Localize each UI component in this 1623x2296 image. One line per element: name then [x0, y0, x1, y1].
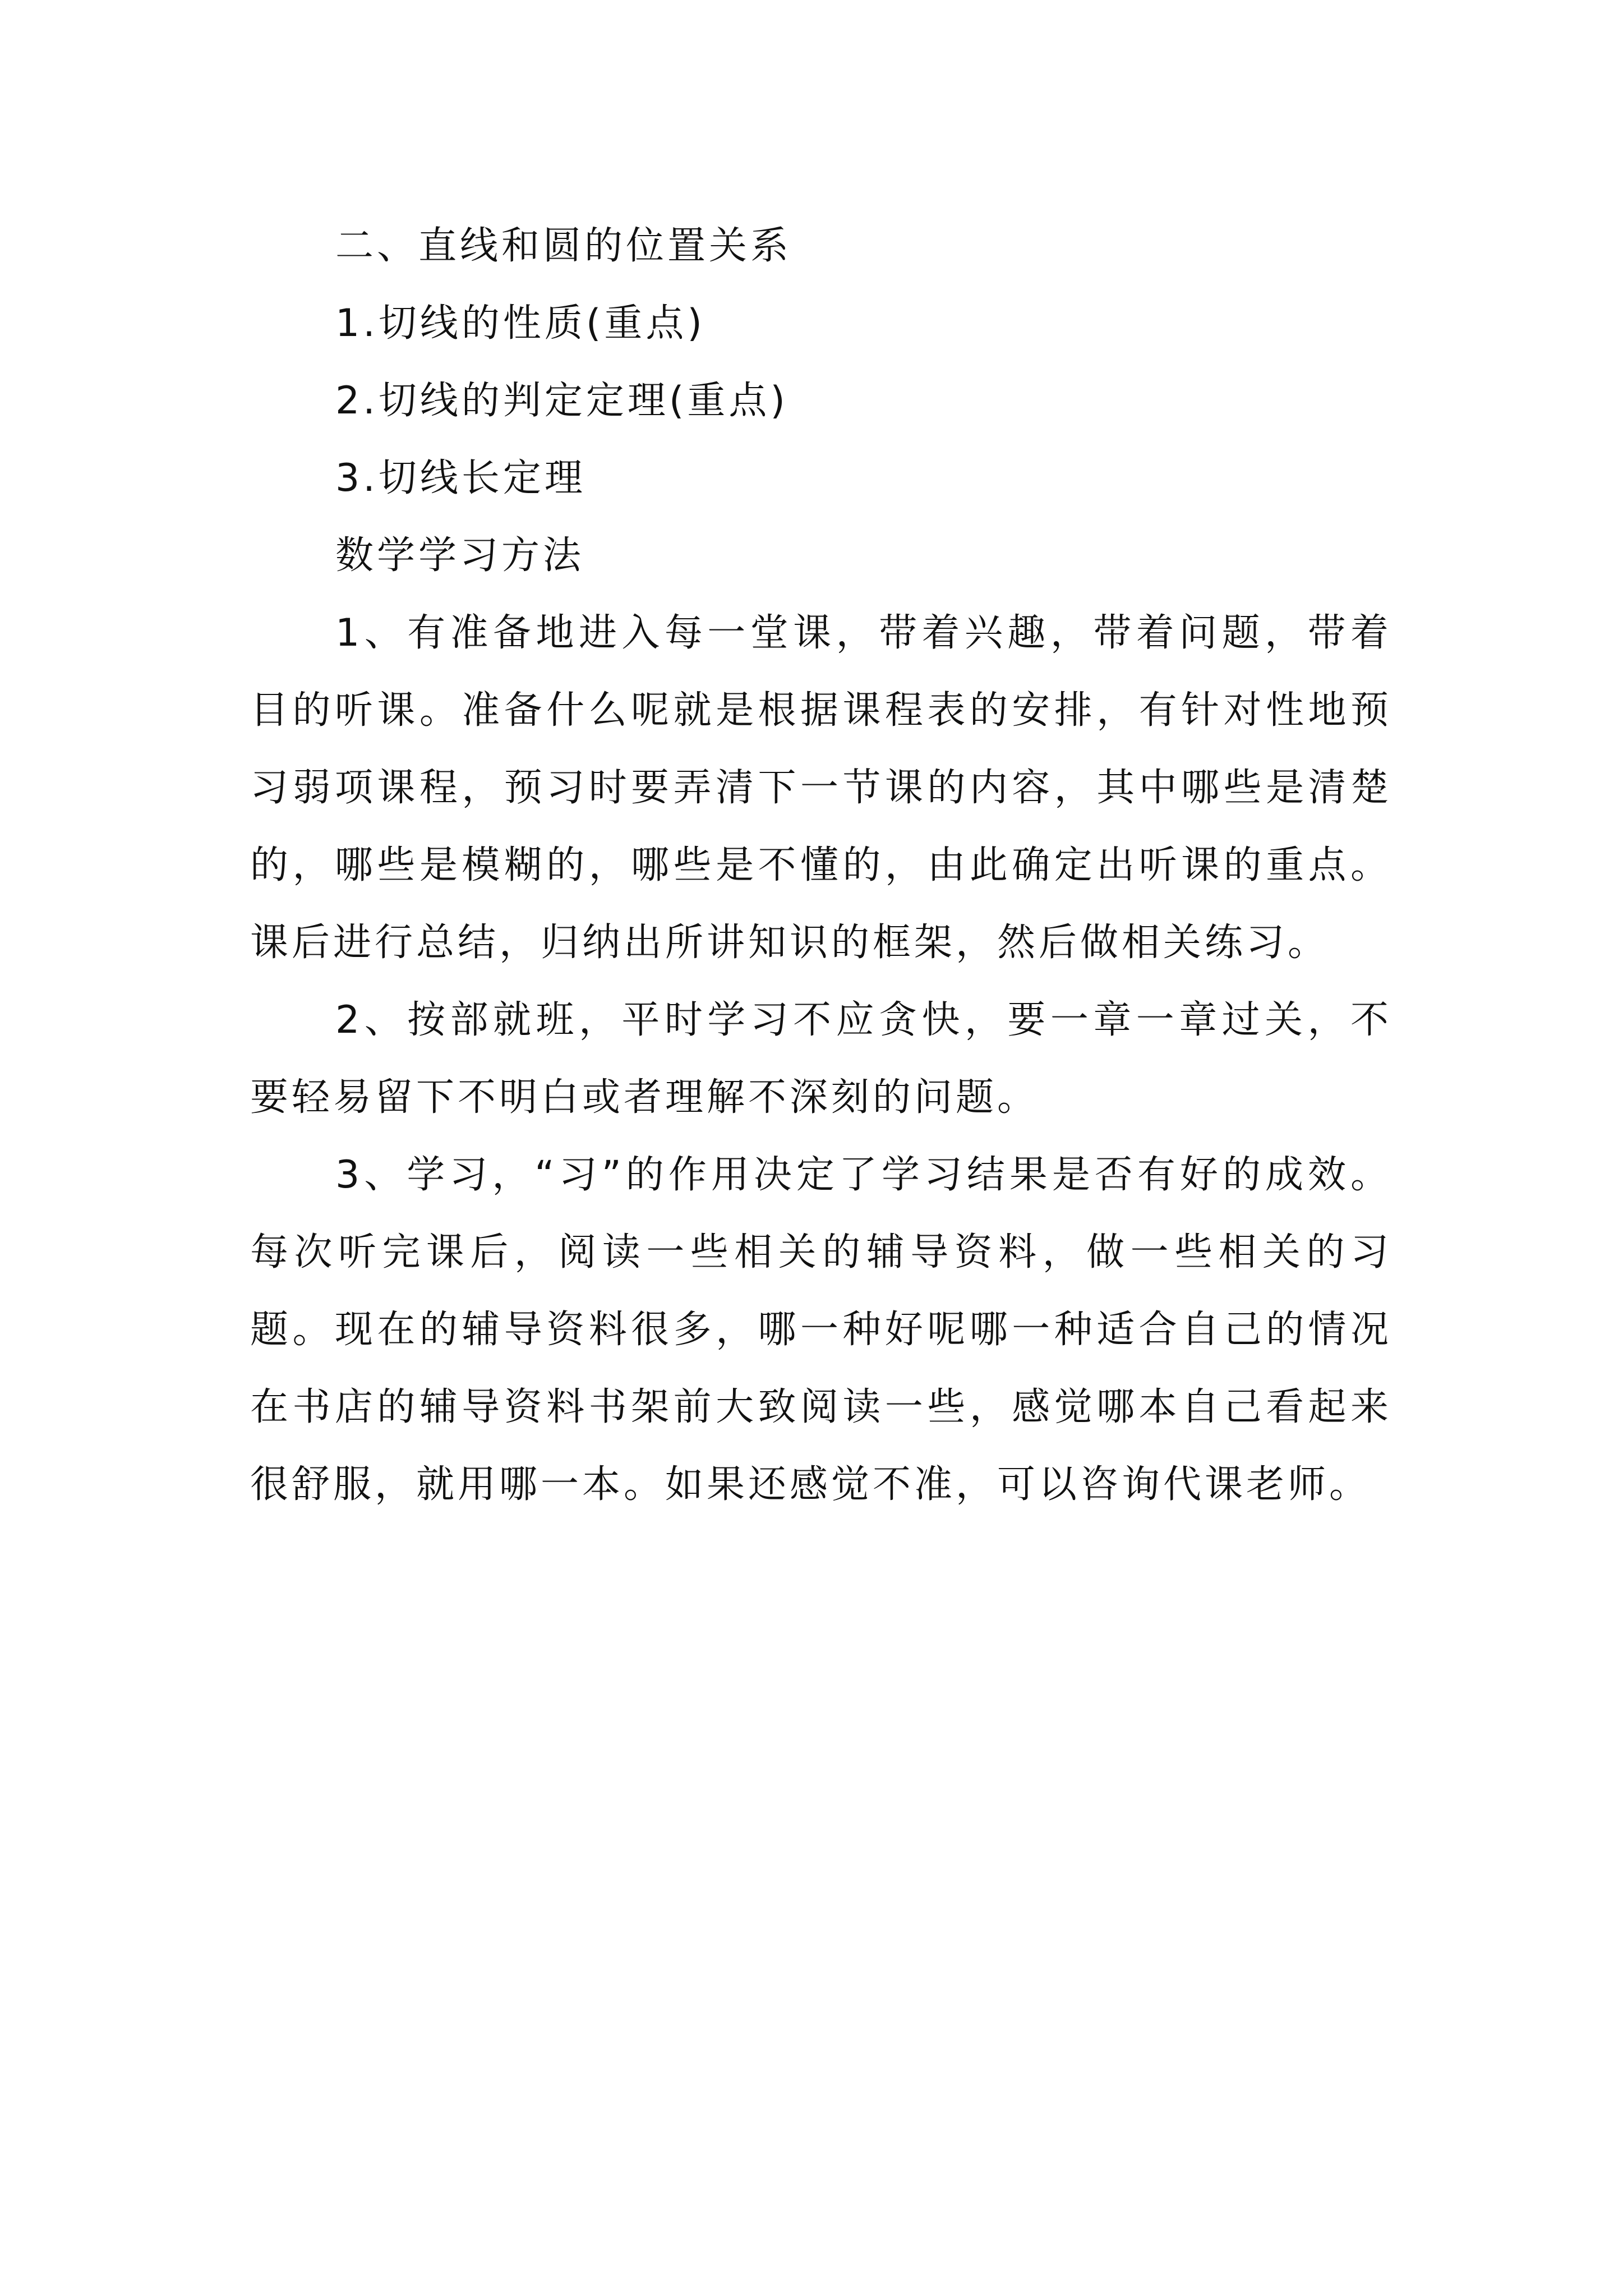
paragraph: 1、有准备地进入每一堂课，带着兴趣，带着问题，带着目的听课。准备什么呢就是根据课程表的安排，有针对性地预习弱项课程，预习时要弄清下一节课的内容，其中哪些是清楚的，哪些是模糊的，哪些是不懂的，由此确定出听课的重点。课后进行总结，归纳出所讲知识的框架，然后做相关练习。: [250, 611, 1392, 965]
paragraph: 2、按部就班，平时学习不应贪快，要一章一章过关，不要轻易留下不明白或者理解不深刻的问题。: [250, 998, 1392, 1120]
section-heading: 二、直线和圆的位置关系: [335, 224, 792, 268]
document-body: [250, 208, 1392, 1524]
section-heading: 数学学习方法: [335, 533, 585, 578]
list-item: 3.切线长定理: [335, 456, 586, 500]
paragraph: 3、学习，“习”的作用决定了学习结果是否有好的成效。每次听完课后，阅读一些相关的辅导资料，做一些相关的习题。现在的辅导资料很多，哪一种好呢哪一种适合自己的情况在书店的辅导资料书架前大致阅读一些，感觉哪本自己看起来很舒服，就用哪一本。如果还感觉不准，可以咨询代课老师。: [250, 1153, 1392, 1507]
list-item: 2.切线的判定定理(重点): [335, 379, 789, 423]
list-item: 1.切线的性质(重点): [335, 301, 706, 346]
